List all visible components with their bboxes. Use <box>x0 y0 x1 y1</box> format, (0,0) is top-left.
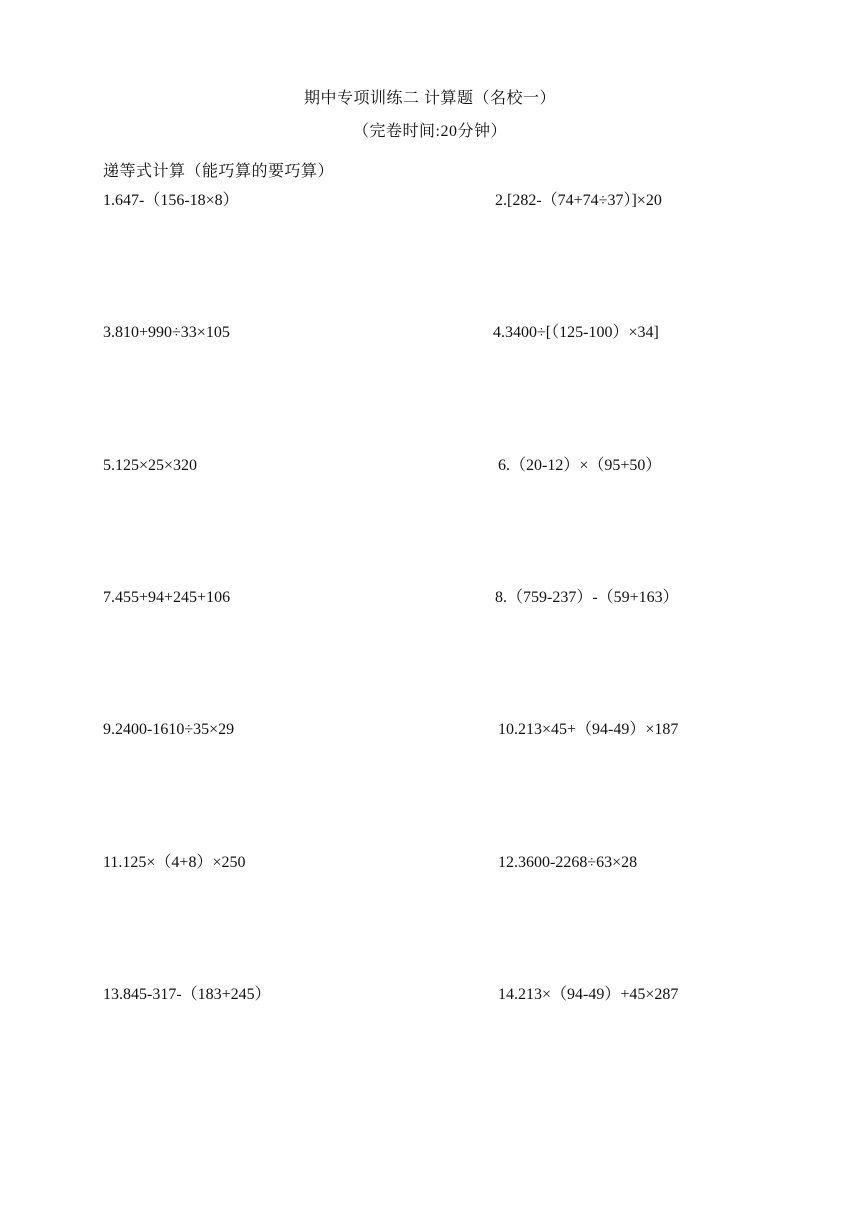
page-title: 期中专项训练二 计算题（名校一） <box>303 90 556 107</box>
problem-6: 6.（20-12）×（95+50） <box>498 457 662 474</box>
problem-14: 14.213×（94-49）+45×287 <box>498 986 679 1003</box>
problem-1: 1.647-（156-18×8） <box>103 192 239 209</box>
problem-7: 7.455+94+245+106 <box>103 589 231 606</box>
problem-4: 4.3400÷[（125-100）×34] <box>493 324 659 341</box>
problem-9: 9.2400-1610÷35×29 <box>103 721 235 738</box>
problem-10: 10.213×45+（94-49）×187 <box>498 721 679 738</box>
problem-2: 2.[282-（74+74÷37）]×20 <box>495 192 662 209</box>
time-limit-subtitle: （完卷时间:20分钟） <box>353 123 507 140</box>
problem-5: 5.125×25×320 <box>103 457 198 474</box>
problem-13: 13.845-317-（183+245） <box>103 986 271 1003</box>
problem-12: 12.3600-2268÷63×28 <box>498 854 638 871</box>
problem-11: 11.125×（4+8）×250 <box>103 854 246 871</box>
problem-3: 3.810+990÷33×105 <box>103 324 230 341</box>
section-instruction: 递等式计算（能巧算的要巧算） <box>103 163 335 180</box>
problem-8: 8.（759-237）-（59+163） <box>495 589 679 606</box>
